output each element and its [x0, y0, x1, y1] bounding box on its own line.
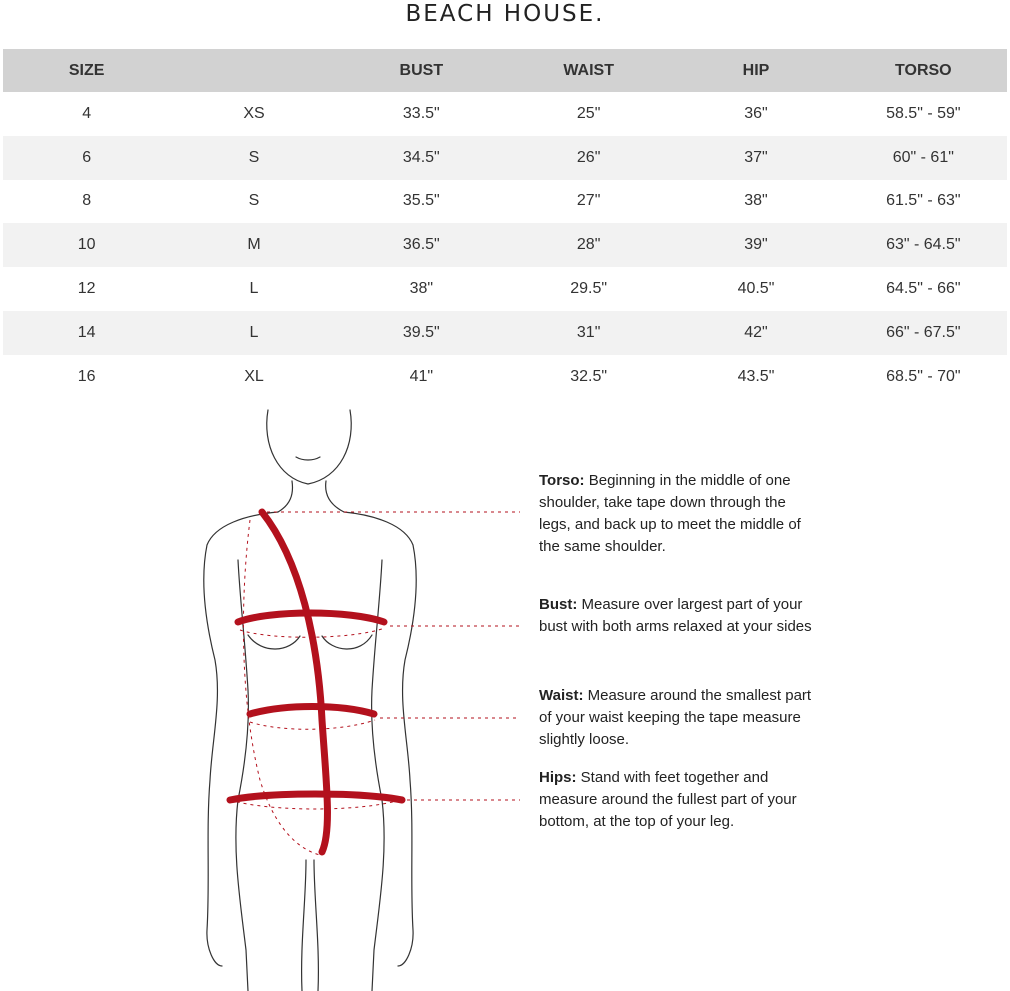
hips-instruction — [539, 767, 819, 833]
table-row — [3, 267, 1007, 311]
cell-hip: 43.5" — [737, 367, 775, 385]
table-row — [3, 92, 1007, 136]
waist-label: Waist: — [539, 687, 584, 704]
cell-bust: 38" — [409, 280, 434, 298]
hips-label: Hips: — [539, 769, 577, 786]
header-bust: BUST — [338, 49, 505, 92]
cell-torso: 60" - 61" — [840, 136, 1007, 180]
size-chart-table — [3, 49, 1007, 399]
cell-torso: 61.5" - 63" — [886, 192, 961, 210]
cell-hip: 36" — [744, 104, 768, 122]
cell-size: 16 — [77, 367, 96, 385]
cell-size: 14 — [3, 311, 170, 355]
table-row — [3, 355, 1007, 399]
cell-waist: 31" — [505, 311, 672, 355]
measurement-guide-lines — [230, 512, 520, 855]
cell-bust: 35.5" — [402, 192, 440, 210]
brand-logo: BEACH HOUSE. — [405, 1, 605, 27]
header-size: SIZE — [3, 49, 170, 92]
cell-waist: 26" — [505, 136, 672, 180]
cell-bust: 39.5" — [338, 311, 505, 355]
cell-waist: 29.5" — [570, 280, 608, 298]
cell-bust: 33.5" — [402, 104, 440, 122]
cell-size: 4 — [82, 104, 92, 122]
cell-hip: 42" — [672, 311, 839, 355]
tape-measure-bands — [230, 512, 402, 852]
cell-torso: 63" - 64.5" — [840, 223, 1007, 267]
cell-letter-size: XS — [243, 104, 265, 122]
table-row — [3, 311, 1007, 355]
torso-instruction — [539, 470, 819, 558]
cell-torso: 68.5" - 70" — [886, 367, 961, 385]
cell-size: 12 — [77, 280, 96, 298]
body-outline — [204, 410, 417, 991]
torso-label: Torso: — [539, 472, 585, 489]
cell-waist: 27" — [576, 192, 601, 210]
bust-instruction — [539, 594, 819, 638]
header-hip: HIP — [672, 49, 839, 92]
cell-waist: 32.5" — [570, 367, 608, 385]
cell-size: 8 — [82, 192, 92, 210]
cell-hip: 38" — [744, 192, 768, 210]
table-row — [3, 223, 1007, 267]
cell-torso: 66" - 67.5" — [840, 311, 1007, 355]
cell-waist: 28" — [505, 223, 672, 267]
header-torso: TORSO — [840, 49, 1007, 92]
table-row — [3, 136, 1007, 180]
cell-hip: 37" — [672, 136, 839, 180]
cell-waist: 25" — [576, 104, 601, 122]
cell-letter-size: M — [170, 223, 337, 267]
table-row — [3, 180, 1007, 224]
cell-hip: 39" — [672, 223, 839, 267]
bust-label: Bust: — [539, 596, 578, 613]
table-header-row — [3, 49, 1007, 92]
waist-instruction — [539, 685, 819, 751]
cell-bust: 34.5" — [338, 136, 505, 180]
cell-size: 6 — [3, 136, 170, 180]
hips-text: Stand with feet together and measure around the fullest part of your bottom, at the top of your leg. — [539, 769, 797, 830]
cell-letter-size: S — [248, 192, 260, 210]
cell-letter-size: XL — [244, 367, 264, 385]
header-waist: WAIST — [505, 49, 672, 92]
cell-letter-size: L — [249, 280, 259, 298]
cell-letter-size: L — [170, 311, 337, 355]
bust-text: Measure over largest part of your bust with both arms relaxed at your sides — [539, 596, 812, 635]
waist-text: Measure around the smallest part of your waist keeping the tape measure slightly loose. — [539, 687, 812, 748]
cell-letter-size: S — [170, 136, 337, 180]
cell-hip: 40.5" — [737, 280, 775, 298]
cell-torso: 64.5" - 66" — [886, 280, 961, 298]
torso-text: Beginning in the middle of one shoulder, take tape down through the legs, and back up to meet the middle of the same shoulder. — [539, 472, 801, 555]
cell-torso: 58.5" - 59" — [886, 104, 961, 122]
cell-bust: 41" — [409, 367, 434, 385]
cell-size: 10 — [3, 223, 170, 267]
measurement-figure-illustration — [190, 405, 520, 991]
cell-bust: 36.5" — [338, 223, 505, 267]
header-letter-size — [170, 49, 337, 92]
